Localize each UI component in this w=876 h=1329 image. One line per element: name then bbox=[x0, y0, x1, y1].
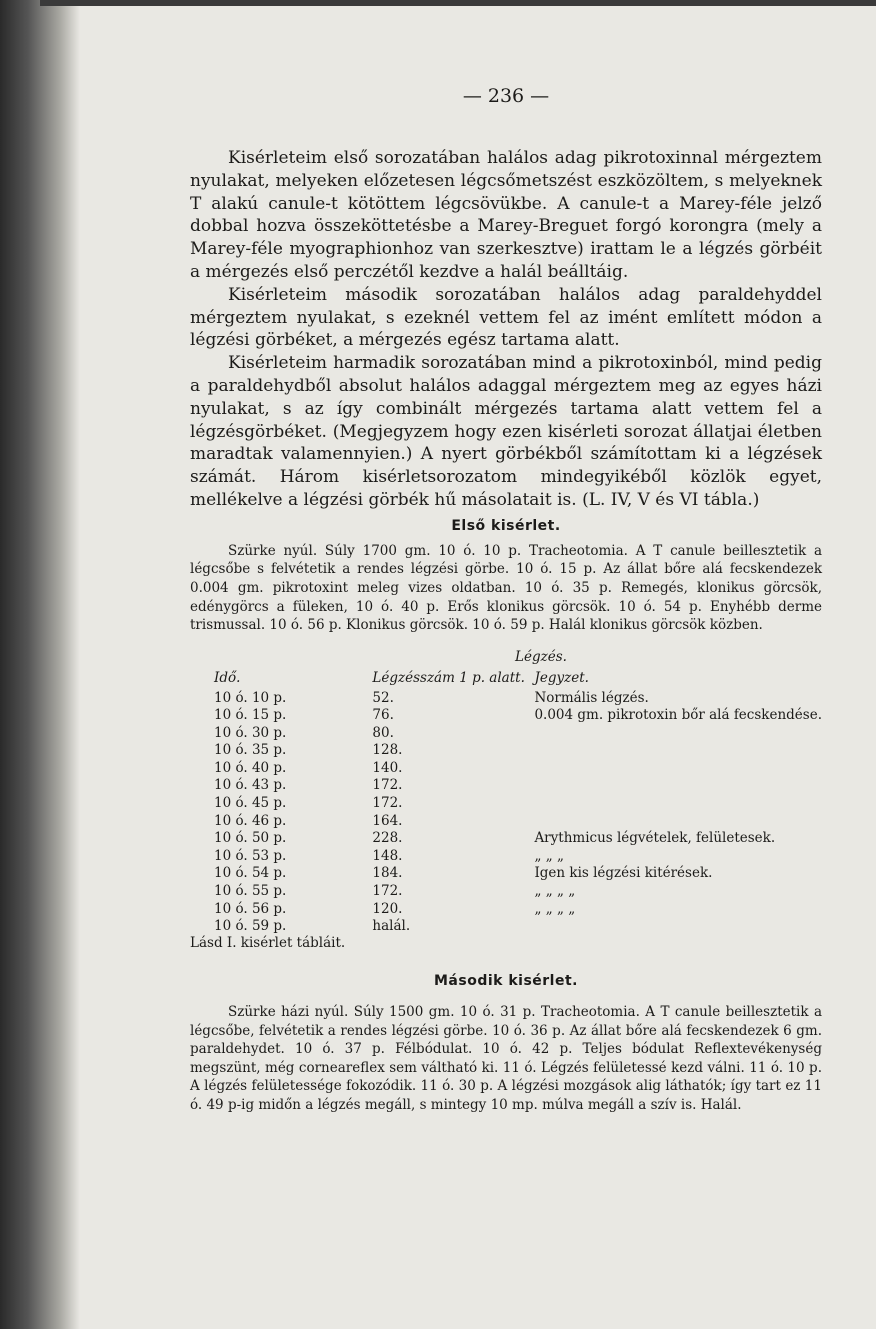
rate-cell: 148. bbox=[372, 847, 403, 864]
table-row bbox=[190, 689, 822, 707]
table-row bbox=[190, 759, 822, 777]
table-row bbox=[190, 829, 822, 847]
time-cell: 10 ó. 56 p. bbox=[214, 900, 287, 917]
time-cell: 10 ó. 40 p. bbox=[214, 759, 287, 776]
rate-cell: 52. bbox=[372, 689, 394, 706]
col-header-time: Idő. bbox=[214, 669, 241, 686]
rate-cell: 140. bbox=[372, 759, 403, 776]
time-cell: 10 ó. 15 p. bbox=[214, 707, 287, 724]
rate-cell: 120. bbox=[372, 900, 403, 917]
rate-cell: halál. bbox=[372, 918, 411, 935]
exp2-text: Szürke házi nyúl. Súly 1500 gm. 10 ó. 31 p. Tracheotomia. A T canule beillesztetik a légcsőbe, felvétetik a rendes légzési görbe. 10 ó. 36 p. Az állat bőre alá fecskendezek 6 gm. paraldehydet. 10 ó. 37 p. Félbódulat. 10 ó. 42 p. Teljes bódulat Reflextevékenység megszünt, még corneareflex sem váltható ki. 11 ó. Légzés felületessé kezd válni. 11 ó. 10 p. A légzés felületessége fokozódik. 11 ó. 30 p. A légzési mozgások alig láthatók; így tart ez 11 ó. 49 p-ig midőn a légzés megáll, s mintegy 10 mp. múlva megáll a szív is. Halál. bbox=[190, 1004, 822, 1113]
note-cell: Igen kis légzési kitérések. bbox=[534, 865, 713, 882]
time-cell: 10 ó. 10 p. bbox=[214, 689, 287, 706]
table-row bbox=[190, 917, 822, 935]
time-cell: 10 ó. 35 p. bbox=[214, 742, 287, 759]
time-cell: 10 ó. 43 p. bbox=[214, 777, 287, 794]
rate-cell: 164. bbox=[372, 812, 403, 829]
time-cell: 10 ó. 50 p. bbox=[214, 830, 287, 847]
rate-cell: 80. bbox=[372, 724, 394, 741]
table-footnote: Lásd I. kisérlet tábláit. bbox=[190, 935, 346, 952]
note-cell: „ „ „ „ bbox=[534, 900, 576, 917]
top-edge bbox=[40, 0, 876, 6]
time-cell: 10 ó. 53 p. bbox=[214, 847, 287, 864]
note-cell bbox=[534, 724, 822, 742]
time-cell: 10 ó. 46 p. bbox=[214, 812, 287, 829]
note-cell bbox=[534, 812, 822, 830]
table-row bbox=[190, 777, 822, 795]
note-cell bbox=[534, 777, 822, 795]
book-page bbox=[190, 85, 822, 1115]
note-cell: Arythmicus légvételek, felületesek. bbox=[534, 830, 776, 847]
table-row bbox=[190, 724, 822, 742]
rate-cell: 172. bbox=[372, 883, 403, 900]
rate-cell: 172. bbox=[372, 795, 403, 812]
time-cell: 10 ó. 45 p. bbox=[214, 795, 287, 812]
time-cell: 10 ó. 54 p. bbox=[214, 865, 287, 882]
table-row bbox=[190, 812, 822, 830]
rate-cell: 228. bbox=[372, 830, 403, 847]
page-number: — 236 — bbox=[462, 85, 550, 107]
col-header-note: Jegyzet. bbox=[534, 669, 589, 686]
rate-cell: 184. bbox=[372, 865, 403, 882]
table-row bbox=[190, 706, 822, 724]
rate-cell: 76. bbox=[372, 707, 394, 724]
note-cell bbox=[534, 742, 822, 760]
paragraph-2: Kisérleteim második sorozatában halálos adag paraldehyddel mérgeztem nyulakat, s ezeknél vettem fel az imént említett módon a légzési görbéket, a mérgezés egész tartama alatt. bbox=[190, 284, 822, 351]
note-cell bbox=[534, 794, 822, 812]
binding-shadow bbox=[0, 0, 80, 1329]
table-row bbox=[190, 794, 822, 812]
table-row bbox=[190, 900, 822, 918]
table-row bbox=[190, 742, 822, 760]
col-header-rate: Légzésszám 1 p. alatt. bbox=[372, 669, 525, 686]
rate-cell: 128. bbox=[372, 742, 403, 759]
note-cell: 0.004 gm. pikrotoxin bőr alá fecskendése. bbox=[534, 707, 822, 724]
paragraph-3: Kisérleteim harmadik sorozatában mind a pikrotoxinból, mind pedig a paraldehydből absolut halálos adaggal mérgeztem meg az egyes házi nyulakat, s az így combinált mérgezés tartama alatt vettem fel a légzésgörbéket. (Megjegyzem hogy ezen kisérleti sorozat állatjai életben maradtak valamennyien.) A nyert görbékből számítottam ki a légzések számát. Három kisérletsorozatom mindegyikéből közlök egyet, mellékelve a légzési görbék hű másolatait is. (L. IV, V és VI tábla.) bbox=[190, 353, 822, 510]
note-cell bbox=[534, 759, 822, 777]
note-cell: „ „ „ „ bbox=[534, 883, 576, 900]
section-heading-exp2: Második kisérlet. bbox=[434, 973, 578, 990]
exp1-text: Szürke nyúl. Súly 1700 gm. 10 ó. 10 p. Tracheotomia. A T canule beillesztetik a légcsőbe s felvétetik a rendes légzési görbe. 10 ó. 15 p. Az állat bőre alá fecskendezek 0.004 gm. pikrotoxint meleg vizes oldatban. 10 ó. 35 p. Remegés, klonikus görcsök, edénygörcs a füleken, 10 ó. 40 p. Erős klonikus görcsök. 10 ó. 54 p. Enyhébb derme trismussal. 10 ó. 56 p. Klonikus görcsök. 10 ó. 59 p. Halál klonikus görcsök közben. bbox=[190, 542, 822, 634]
section-heading-exp1: Első kisérlet. bbox=[451, 517, 561, 534]
paragraph-1: Kisérleteim első sorozatában halálos adag pikrotoxinnal mérgeztem nyulakat, melyeken előzetesen légcsőmetszést eszközöltem, s melyeknek T alakú canule-t kötöttem légcsövükbe. A canule-t a Marey-féle jelző dobbal hozva összeköttetésbe a Marey-Breguet forgó korongra (mely a Marey-féle myographionhoz van szerkesztve) irattam le a légzés görbéit a mérgezés első perczétől kezdve a halál beálltáig. bbox=[190, 148, 822, 282]
note-cell: Normális légzés. bbox=[534, 689, 649, 706]
note-cell bbox=[534, 917, 822, 935]
table-body bbox=[190, 689, 822, 935]
table-row bbox=[190, 882, 822, 900]
time-cell: 10 ó. 59 p. bbox=[214, 918, 287, 935]
respiration-table bbox=[190, 667, 822, 935]
table-header-row bbox=[190, 667, 822, 689]
table-row bbox=[190, 847, 822, 865]
table-group-label: Légzés. bbox=[515, 648, 567, 665]
time-cell: 10 ó. 30 p. bbox=[214, 724, 287, 741]
table-row bbox=[190, 865, 822, 883]
note-cell: „ „ „ bbox=[534, 847, 565, 864]
exp2-description bbox=[190, 1003, 822, 1115]
body-text bbox=[190, 147, 822, 512]
time-cell: 10 ó. 55 p. bbox=[214, 883, 287, 900]
exp1-description bbox=[190, 542, 822, 635]
rate-cell: 172. bbox=[372, 777, 403, 794]
